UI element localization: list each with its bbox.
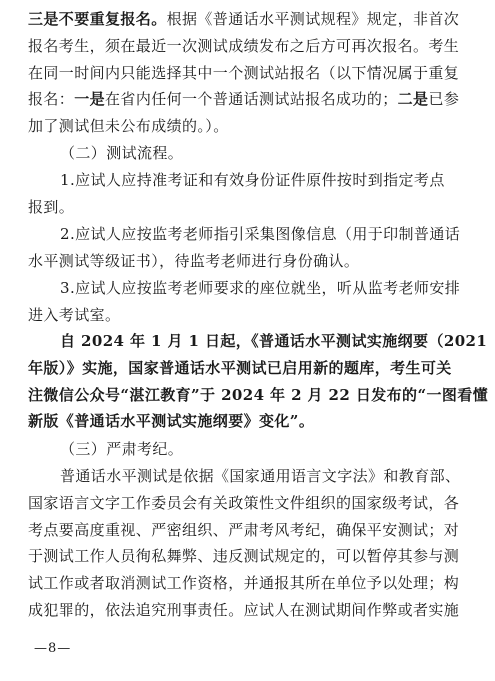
paragraph-step-1: [0, 167, 495, 221]
text-line: [0, 275, 495, 302]
text-line: [0, 355, 495, 382]
bold-text: 年版）》实施，国家普通话水平测试已启用新的题库，考生可关: [28, 358, 452, 377]
text-run: （二）测试流程。: [60, 144, 184, 162]
text-line: [0, 167, 495, 194]
text-run: 报到。: [28, 197, 75, 216]
text-run: 进入考试室。: [28, 305, 121, 324]
section-heading-discipline: [0, 436, 495, 463]
text-line: [0, 570, 495, 597]
text-line: [0, 517, 495, 544]
text-line: [0, 221, 495, 248]
text-run: 加了测试但未公布成绩的。）。: [28, 117, 229, 136]
text-line: [0, 463, 495, 490]
text-run: 普通话水平测试是依据《国家通用语言文字法》和教育部、: [60, 467, 461, 485]
text-line: [0, 490, 495, 517]
text-line: [0, 382, 495, 409]
text-run: 在同一时间内只能选择其中一个测试站报名（以下情况属于重复: [28, 63, 460, 82]
paragraph-discipline-rules: [0, 463, 495, 624]
bold-text: 二是: [397, 90, 429, 109]
text-run: 于测试工作人员徇私舞弊、违反测试规定的，可以暂停其参与测: [28, 547, 460, 566]
text-run: 2.应试人应按监考老师指引采集图像信息（用于印制普通话: [60, 225, 461, 243]
paragraph-step-3: [0, 275, 495, 329]
text-run: 考点要高度重视、严密组织、严肃考风考纪，确保平安测试；对: [28, 520, 460, 539]
text-line: [0, 60, 495, 87]
text-line: [0, 194, 495, 221]
text-run: 报名考生，须在最近一次测试成绩发布之后方可再次报名。考生: [28, 36, 460, 55]
text-line: [0, 328, 495, 355]
page-number: —8—: [34, 641, 72, 656]
text-run: 试工作或者取消测试工作资格，并通报其所在单位予以处理；构: [28, 574, 460, 593]
bold-text: 一是: [74, 90, 106, 109]
text-line: [0, 140, 495, 167]
text-line: [0, 33, 495, 60]
text-run: （三）严肃考纪。: [60, 440, 184, 458]
paragraph-registration-rule: [0, 6, 495, 140]
text-run: 报名：: [28, 90, 75, 109]
text-run: 已参: [428, 90, 460, 109]
text-run: 3.应试人应按监考老师要求的座位就坐，听从监考老师安排: [60, 279, 461, 297]
text-line: [0, 543, 495, 570]
text-line: [0, 248, 495, 275]
bold-text: 注微信公众号“湛江教育”于 2024 年 2 月 22 日发布的“一图看懂: [28, 385, 489, 404]
bold-text: 自 2024 年 1 月 1 日起，《普通话水平测试实施纲要（2021: [60, 332, 488, 350]
text-line: [0, 302, 495, 329]
text-line: [0, 597, 495, 624]
text-line: [0, 6, 495, 33]
text-run: 根据《普通话水平测试规程》规定，非首次: [166, 10, 460, 28]
text-run: 在省内任何一个普通话测试站报名成功的；: [105, 90, 398, 109]
text-line: [0, 436, 495, 463]
text-line: [0, 113, 495, 140]
paragraph-new-outline-notice: [0, 328, 495, 435]
text-run: 1.应试人应持准考证和有效身份证件原件按时到指定考点: [60, 171, 445, 189]
text-run: 成犯罪的，依法追究刑事责任。应试人在测试期间作弊或者实施: [28, 600, 460, 619]
section-heading-test-process: [0, 140, 495, 167]
bold-text: 三是不要重复报名。: [28, 10, 167, 28]
text-line: [0, 408, 495, 435]
text-run: 国家语言文字工作委员会有关政策性文件组织的国家级考试，各: [28, 493, 460, 512]
text-run: 水平测试等级证书），待监考老师进行身份确认。: [28, 251, 360, 270]
bold-text: 新版《普通话水平测试实施纲要》变化”。: [28, 412, 315, 431]
paragraph-step-2: [0, 221, 495, 275]
text-line: [0, 86, 495, 113]
